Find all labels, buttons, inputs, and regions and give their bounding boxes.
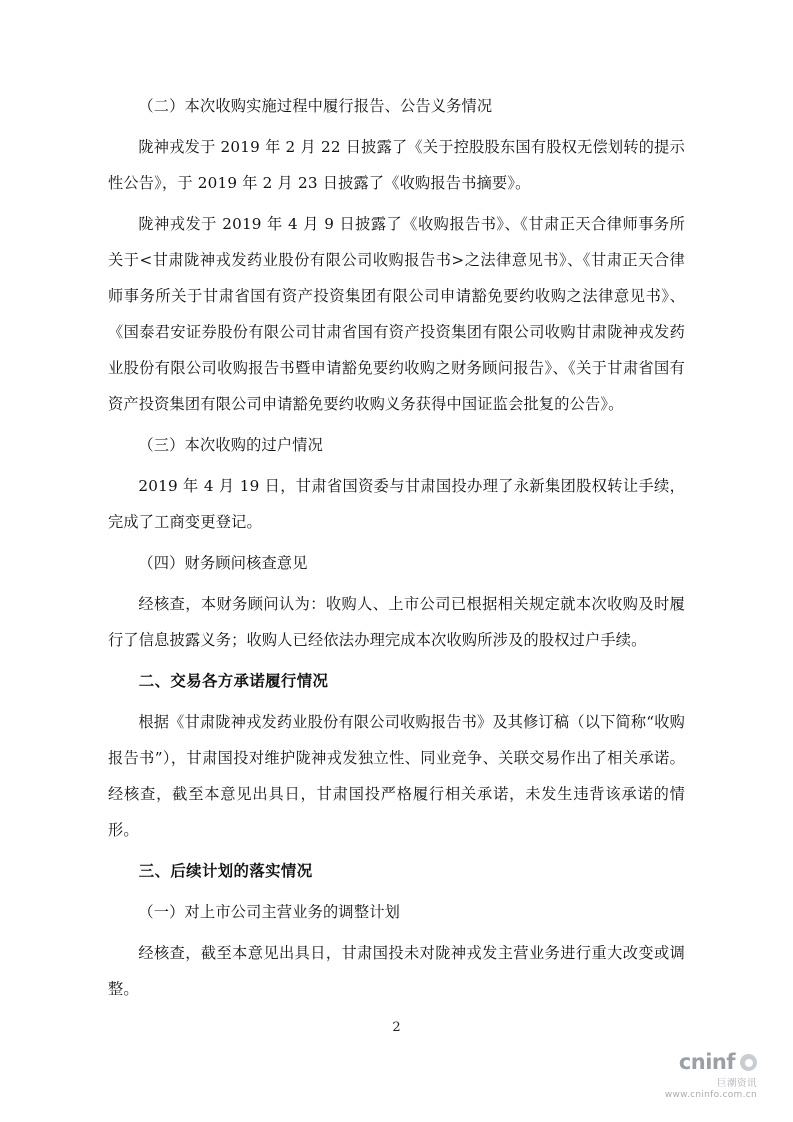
section-2-2-heading: （二）本次收购实施过程中履行报告、公告义务情况	[138, 97, 493, 115]
cninfo-circle-icon	[740, 1054, 757, 1071]
paragraph-commitments: 根据《甘肃陇神戎发药业股份有限公司收购报告书》及其修订稿（以下简称“收购报告书”），甘肃国投对维护陇神戎发独立性、同业竞争、关联交易作出了相关承诺。经核查，截至本意见出具日，甘肃国投严格履行相关承诺，未发生违背该承诺的情形。	[108, 713, 685, 839]
section-2-3-heading: （三）本次收购的过户情况	[138, 436, 324, 454]
paragraph-share-transfer: 2019 年 4 月 19 日，甘肃省国资委与甘肃国投办理了永新集团股权转让手续，完成了工商变更登记。	[108, 477, 685, 531]
heading-section-three: 三、后续计划的落实情况	[138, 862, 313, 880]
document-body	[108, 88, 685, 1007]
paragraph-disclosure-february: 陇神戎发于 2019 年 2 月 22 日披露了《关于控股股东国有股权无偿划转的提示性公告》，于 2019 年 2 月 23 日披露了《收购报告书摘要》。	[108, 138, 685, 192]
watermark-subtitle: 巨潮资讯	[716, 1078, 757, 1089]
paragraph-disclosure-april: 陇神戎发于 2019 年 4 月 9 日披露了《收购报告书》、《甘肃正天合律师事务所关于<甘肃陇神戎发药业股份有限公司收购报告书>之法律意见书》、《甘肃正天合律师事务所关于甘肃省国有资产投资集团有限公司申请豁免要约收购之法律意见书》、《国泰君安证券股份有限公司甘肃省国有资产投资集团有限公司收购甘肃陇神戎发药业股份有限公司收购报告书暨申请豁免要约收购之财务顾问报告》、《关于甘肃省国有资产投资集团有限公司申请豁免要约收购义务获得中国证监会批复的公告》。	[108, 215, 685, 413]
heading-section-two: 二、交易各方承诺履行情况	[138, 672, 329, 690]
page-number: 2	[392, 1020, 401, 1035]
watermark	[619, 1052, 757, 1100]
paragraph-financial-advisor-opinion: 经核查，本财务顾问认为：收购人、上市公司已根据相关规定就本次收购及时履行了信息披露义务；收购人已经依法办理完成本次收购所涉及的股权过户手续。	[108, 595, 685, 649]
section-2-4-heading: （四）财务顾问核查意见	[138, 554, 308, 572]
paragraph-no-business-adjustment: 经核查，截至本意见出具日，甘肃国投未对陇神戎发主营业务进行重大改变或调整。	[108, 944, 685, 998]
section-3-1-heading: （一）对上市公司主营业务的调整计划	[138, 903, 400, 921]
cninfo-logo-text: cninf	[678, 1050, 735, 1074]
watermark-url: www.cninfo.com.cn	[664, 1090, 757, 1100]
watermark-logo-row	[619, 1052, 757, 1073]
